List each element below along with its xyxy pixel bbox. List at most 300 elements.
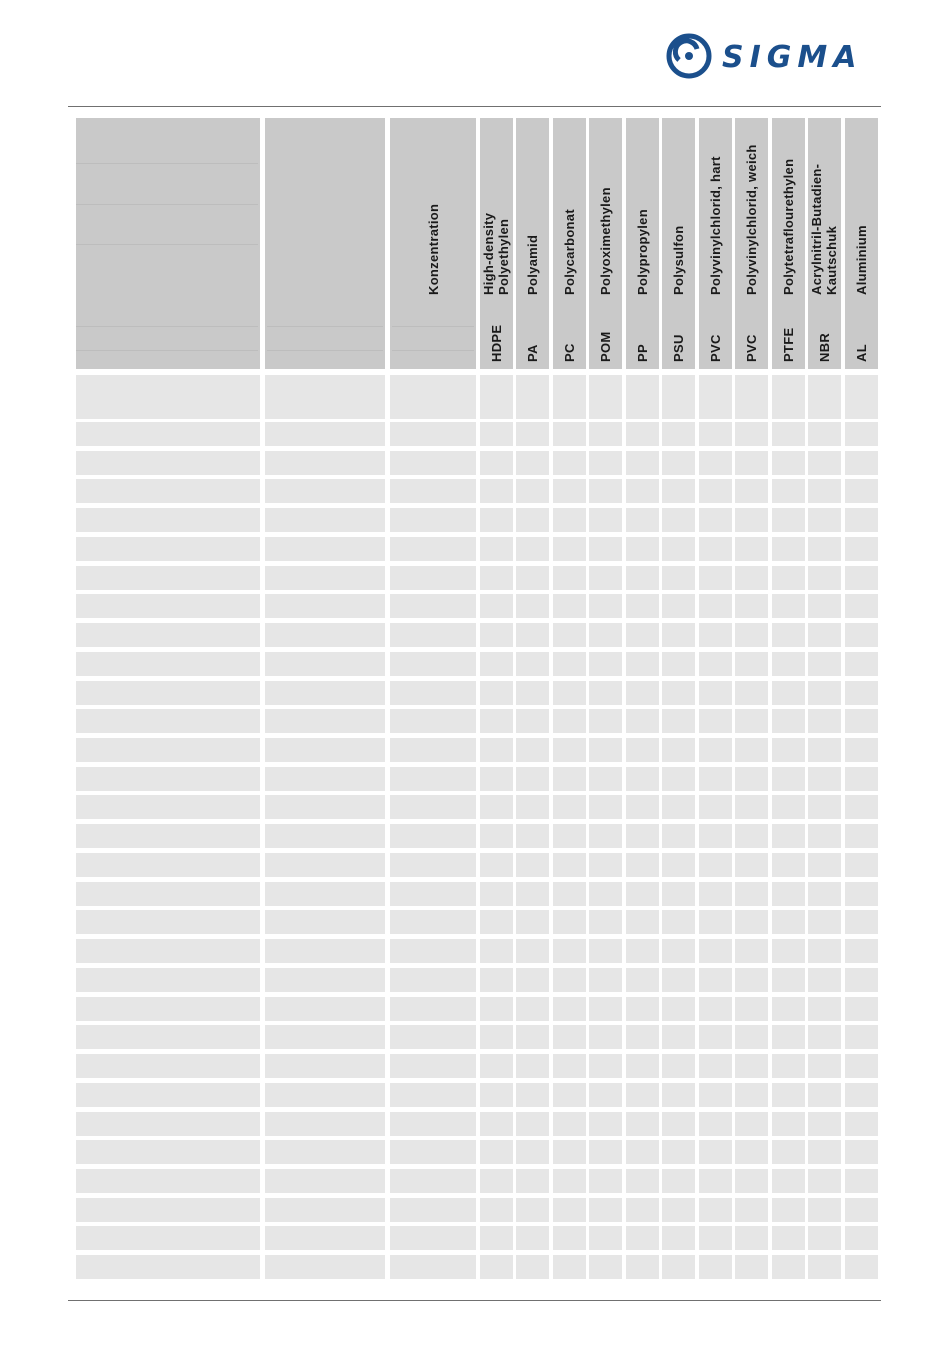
row-18-cell [553,882,586,906]
row-3-cell [845,451,878,475]
row-23-cell [808,1025,841,1049]
row-14-cell [626,767,659,791]
row-7-cell [699,566,732,590]
row-4-cell [808,479,841,503]
row-13-cell [265,738,385,762]
row-24-cell [772,1054,805,1078]
row-10-cell [76,652,260,676]
row-25-cell [589,1083,622,1107]
row-5-cell [553,508,586,532]
row-26-cell [772,1112,805,1136]
row-10-cell [772,652,805,676]
material-abbr: AL [854,344,869,362]
row-22-cell [699,997,732,1021]
row-31-cell [735,1255,768,1279]
row-27-cell [553,1140,586,1164]
row-13-cell [516,738,549,762]
row-24-cell [699,1054,732,1078]
row-25-cell [480,1083,513,1107]
row-15-cell [516,795,549,819]
row-30-cell [265,1226,385,1250]
row-21-cell [265,968,385,992]
row-1-cell [735,375,768,419]
row-6-cell [265,537,385,561]
row-29-cell [626,1198,659,1222]
row-28-cell [735,1169,768,1193]
row-9-cell [735,623,768,647]
row-9-cell [626,623,659,647]
row-17-cell [735,853,768,877]
material-abbr: PTFE [781,327,796,362]
row-24-cell [76,1054,260,1078]
row-16-cell [699,824,732,848]
row-17-cell [808,853,841,877]
row-6-cell [735,537,768,561]
row-14-cell [265,767,385,791]
row-2-cell [390,422,476,446]
row-8-cell [553,594,586,618]
row-13-cell [735,738,768,762]
row-9-cell [662,623,695,647]
row-1-cell [589,375,622,419]
row-19-cell [390,910,476,934]
row-5-cell [265,508,385,532]
row-17-cell [480,853,513,877]
row-29-cell [390,1198,476,1222]
row-20-cell [76,939,260,963]
row-9-cell [390,623,476,647]
row-11-cell [699,681,732,705]
row-13-cell [553,738,586,762]
row-27-cell [626,1140,659,1164]
row-23-cell [480,1025,513,1049]
header-divider [267,350,383,351]
row-14-cell [662,767,695,791]
row-5-cell [845,508,878,532]
row-1-cell [845,375,878,419]
row-31-cell [845,1255,878,1279]
row-28-cell [390,1169,476,1193]
row-9-cell [845,623,878,647]
row-4-cell [626,479,659,503]
row-2-cell [699,422,732,446]
material-name: Polysulfon [671,225,686,295]
row-20-cell [589,939,622,963]
row-26-cell [553,1112,586,1136]
row-6-cell [808,537,841,561]
row-1-cell [699,375,732,419]
row-28-cell [553,1169,586,1193]
row-12-cell [845,709,878,733]
row-11-cell [845,681,878,705]
row-7-cell [808,566,841,590]
row-16-cell [808,824,841,848]
row-2-cell [76,422,260,446]
row-12-cell [553,709,586,733]
row-4-cell [480,479,513,503]
header-divider [76,326,258,327]
row-19-cell [845,910,878,934]
row-3-cell [772,451,805,475]
row-26-cell [699,1112,732,1136]
row-12-cell [808,709,841,733]
row-30-cell [516,1226,549,1250]
row-30-cell [772,1226,805,1250]
row-14-cell [390,767,476,791]
row-13-cell [626,738,659,762]
row-13-cell [76,738,260,762]
row-5-cell [662,508,695,532]
row-22-cell [390,997,476,1021]
row-26-cell [845,1112,878,1136]
row-9-cell [480,623,513,647]
row-20-cell [662,939,695,963]
row-15-cell [589,795,622,819]
row-11-cell [626,681,659,705]
row-2-cell [553,422,586,446]
row-14-cell [699,767,732,791]
row-28-cell [772,1169,805,1193]
row-9-cell [808,623,841,647]
row-1-cell [390,375,476,419]
row-18-cell [76,882,260,906]
row-27-cell [699,1140,732,1164]
material-name: Acrylnitril-Butadien-Kautschuk [809,163,839,295]
row-3-cell [265,451,385,475]
row-8-cell [808,594,841,618]
row-18-cell [662,882,695,906]
material-name: Aluminium [854,225,869,295]
row-26-cell [626,1112,659,1136]
row-5-cell [76,508,260,532]
row-17-cell [553,853,586,877]
row-31-cell [699,1255,732,1279]
row-28-cell [76,1169,260,1193]
row-9-cell [516,623,549,647]
row-29-cell [265,1198,385,1222]
header-divider [76,163,258,164]
row-18-cell [772,882,805,906]
row-21-cell [772,968,805,992]
row-14-cell [735,767,768,791]
row-19-cell [808,910,841,934]
row-20-cell [516,939,549,963]
row-31-cell [390,1255,476,1279]
row-19-cell [699,910,732,934]
row-4-cell [553,479,586,503]
row-21-cell [699,968,732,992]
row-7-cell [480,566,513,590]
row-26-cell [589,1112,622,1136]
row-20-cell [808,939,841,963]
row-1-cell [265,375,385,419]
row-23-cell [845,1025,878,1049]
row-15-cell [735,795,768,819]
row-24-cell [516,1054,549,1078]
row-18-cell [390,882,476,906]
row-2-cell [772,422,805,446]
row-29-cell [735,1198,768,1222]
row-29-cell [480,1198,513,1222]
row-8-cell [626,594,659,618]
row-13-cell [808,738,841,762]
row-28-cell [808,1169,841,1193]
row-23-cell [265,1025,385,1049]
row-13-cell [662,738,695,762]
row-18-cell [265,882,385,906]
row-16-cell [662,824,695,848]
row-15-cell [265,795,385,819]
row-6-cell [589,537,622,561]
row-29-cell [699,1198,732,1222]
row-4-cell [699,479,732,503]
row-19-cell [516,910,549,934]
row-20-cell [772,939,805,963]
row-28-cell [845,1169,878,1193]
row-30-cell [76,1226,260,1250]
row-2-cell [808,422,841,446]
material-name: Polyvinylchlorid, hart [708,156,723,295]
row-17-cell [390,853,476,877]
row-3-cell [516,451,549,475]
row-31-cell [589,1255,622,1279]
row-17-cell [76,853,260,877]
row-13-cell [699,738,732,762]
row-21-cell [808,968,841,992]
row-16-cell [589,824,622,848]
row-26-cell [735,1112,768,1136]
material-abbr: PVC [744,334,759,362]
row-3-cell [553,451,586,475]
row-30-cell [626,1226,659,1250]
row-11-cell [265,681,385,705]
row-31-cell [480,1255,513,1279]
row-5-cell [516,508,549,532]
row-1-cell [626,375,659,419]
row-17-cell [699,853,732,877]
row-8-cell [735,594,768,618]
row-3-cell [480,451,513,475]
row-21-cell [480,968,513,992]
row-15-cell [808,795,841,819]
row-25-cell [553,1083,586,1107]
row-12-cell [772,709,805,733]
row-21-cell [553,968,586,992]
row-5-cell [699,508,732,532]
row-13-cell [480,738,513,762]
row-10-cell [626,652,659,676]
header-divider [76,350,258,351]
row-18-cell [589,882,622,906]
row-26-cell [390,1112,476,1136]
row-15-cell [480,795,513,819]
row-12-cell [626,709,659,733]
row-11-cell [516,681,549,705]
row-21-cell [845,968,878,992]
row-27-cell [76,1140,260,1164]
row-5-cell [808,508,841,532]
row-17-cell [516,853,549,877]
row-1-cell [662,375,695,419]
row-13-cell [845,738,878,762]
row-5-cell [480,508,513,532]
row-4-cell [589,479,622,503]
row-17-cell [589,853,622,877]
row-26-cell [662,1112,695,1136]
row-14-cell [808,767,841,791]
material-abbr: POM [598,331,613,362]
row-29-cell [516,1198,549,1222]
row-8-cell [390,594,476,618]
row-14-cell [845,767,878,791]
row-12-cell [390,709,476,733]
row-31-cell [516,1255,549,1279]
row-27-cell [480,1140,513,1164]
row-16-cell [772,824,805,848]
row-7-cell [589,566,622,590]
row-18-cell [626,882,659,906]
row-23-cell [516,1025,549,1049]
row-6-cell [699,537,732,561]
row-31-cell [662,1255,695,1279]
row-9-cell [553,623,586,647]
row-16-cell [76,824,260,848]
row-22-cell [589,997,622,1021]
row-1-cell [808,375,841,419]
row-24-cell [265,1054,385,1078]
row-7-cell [772,566,805,590]
row-19-cell [589,910,622,934]
material-name: High-density Polyethylen [481,212,511,295]
row-18-cell [516,882,549,906]
row-26-cell [76,1112,260,1136]
row-30-cell [589,1226,622,1250]
material-abbr: PC [562,343,577,362]
row-4-cell [735,479,768,503]
row-1-cell [516,375,549,419]
row-6-cell [553,537,586,561]
row-29-cell [662,1198,695,1222]
row-22-cell [516,997,549,1021]
row-16-cell [390,824,476,848]
material-name: Polypropylen [635,209,650,295]
row-8-cell [772,594,805,618]
row-11-cell [589,681,622,705]
row-16-cell [626,824,659,848]
row-26-cell [516,1112,549,1136]
row-2-cell [662,422,695,446]
row-21-cell [735,968,768,992]
row-11-cell [735,681,768,705]
row-14-cell [480,767,513,791]
row-9-cell [589,623,622,647]
row-29-cell [76,1198,260,1222]
row-2-cell [265,422,385,446]
row-7-cell [662,566,695,590]
row-5-cell [589,508,622,532]
row-19-cell [480,910,513,934]
row-27-cell [845,1140,878,1164]
row-20-cell [553,939,586,963]
row-4-cell [845,479,878,503]
brand-wordmark: SIGMA [722,40,863,75]
row-3-cell [626,451,659,475]
row-11-cell [76,681,260,705]
row-12-cell [480,709,513,733]
row-25-cell [699,1083,732,1107]
row-15-cell [626,795,659,819]
row-28-cell [589,1169,622,1193]
row-16-cell [516,824,549,848]
row-2-cell [845,422,878,446]
material-abbr: PSU [671,334,686,362]
row-15-cell [699,795,732,819]
row-9-cell [265,623,385,647]
row-21-cell [390,968,476,992]
row-8-cell [265,594,385,618]
row-26-cell [265,1112,385,1136]
row-21-cell [626,968,659,992]
row-10-cell [265,652,385,676]
row-11-cell [480,681,513,705]
material-name: Polycarbonat [562,209,577,295]
row-26-cell [480,1112,513,1136]
row-2-cell [589,422,622,446]
row-23-cell [589,1025,622,1049]
row-11-cell [553,681,586,705]
material-abbr: PA [525,344,540,362]
row-17-cell [662,853,695,877]
row-24-cell [735,1054,768,1078]
row-15-cell [772,795,805,819]
row-3-cell [699,451,732,475]
row-4-cell [390,479,476,503]
row-16-cell [480,824,513,848]
row-7-cell [390,566,476,590]
row-7-cell [76,566,260,590]
row-20-cell [390,939,476,963]
header-divider [76,244,258,245]
row-4-cell [662,479,695,503]
row-23-cell [626,1025,659,1049]
row-10-cell [390,652,476,676]
row-27-cell [516,1140,549,1164]
row-29-cell [553,1198,586,1222]
row-16-cell [553,824,586,848]
row-11-cell [662,681,695,705]
row-12-cell [735,709,768,733]
material-name: Polyamid [525,234,540,295]
row-13-cell [390,738,476,762]
header-divider [267,326,383,327]
row-29-cell [845,1198,878,1222]
material-name: Polytetraflourethylen [781,158,796,295]
row-5-cell [626,508,659,532]
row-12-cell [662,709,695,733]
row-23-cell [390,1025,476,1049]
row-10-cell [808,652,841,676]
row-6-cell [516,537,549,561]
row-10-cell [735,652,768,676]
row-30-cell [845,1226,878,1250]
row-7-cell [265,566,385,590]
row-11-cell [390,681,476,705]
row-22-cell [76,997,260,1021]
row-22-cell [808,997,841,1021]
row-4-cell [265,479,385,503]
row-30-cell [662,1226,695,1250]
row-22-cell [772,997,805,1021]
